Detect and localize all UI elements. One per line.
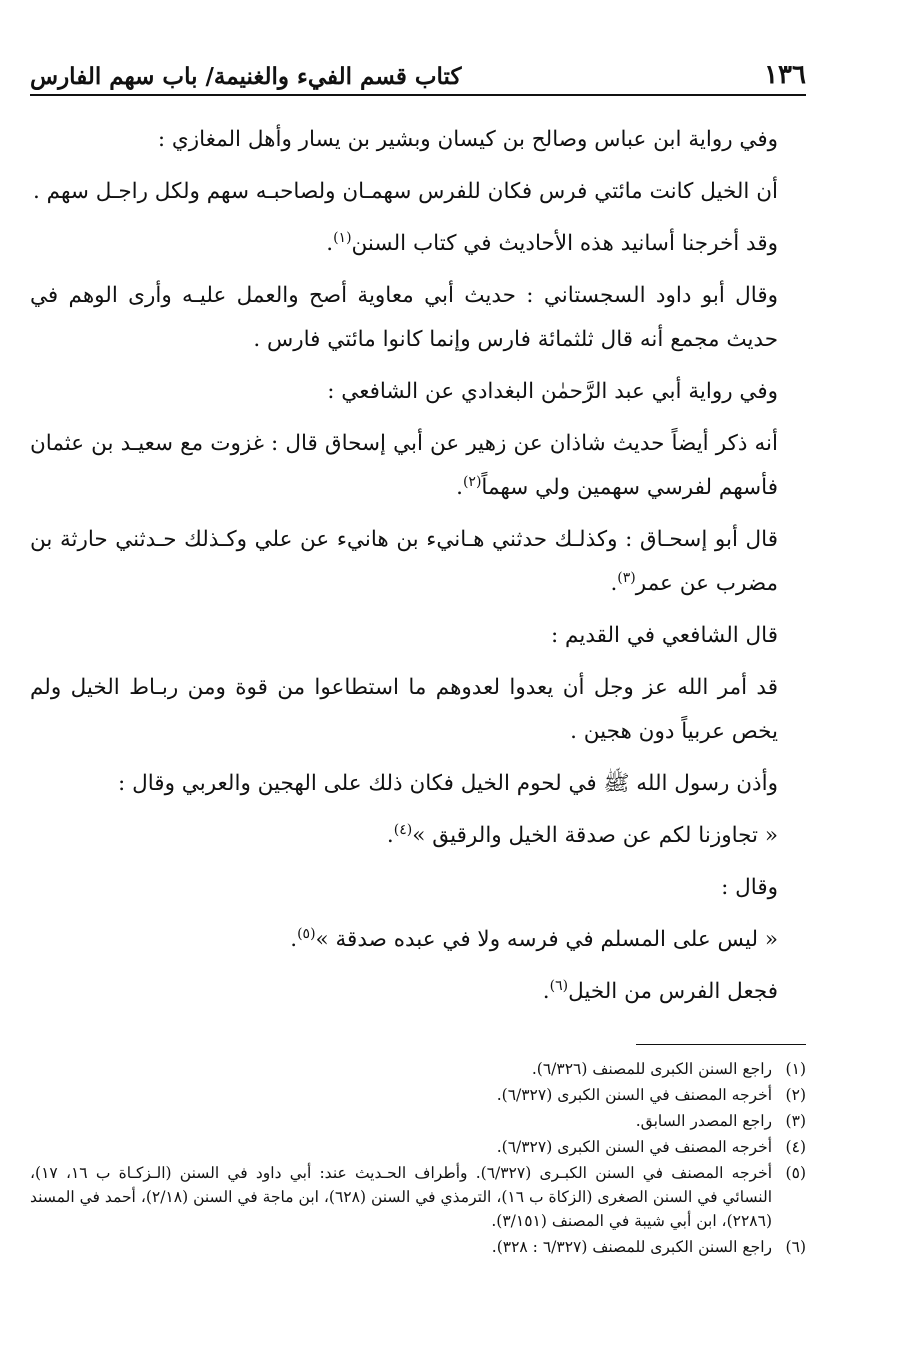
footnote-text: راجع السنن الكبرى للمصنف (٦/٣٢٧ : ٣٢٨). — [491, 1238, 772, 1256]
paragraph: وفي رواية ابن عباس وصالح بن كيسان وبشير بن يسار وأهل المغازي : — [157, 127, 778, 152]
paragraph: أن الخيل كانت مائتي فرس فكان للفرس سهمـان ولصاحبـه سهم ولكل راجـل سهم . — [33, 179, 778, 204]
document-page — [30, 40, 806, 1261]
footnote-text: أخرجه المصنف في السنن الكبرى (٦/٣٢٧). — [496, 1138, 772, 1156]
footnote-number: (٥) — [785, 1164, 806, 1182]
footnote-number: (٤) — [785, 1138, 806, 1156]
footnote-text: أخرجه المصنف في السنن الكبرى (٦/٣٢٧). — [496, 1086, 772, 1104]
footnote — [30, 1235, 806, 1259]
footnote-number: (٦) — [785, 1238, 806, 1256]
footnote-number: (٣) — [785, 1112, 806, 1130]
footnote-number: (٢) — [785, 1086, 806, 1104]
paragraph: قال أبو إسحـاق : وكذلـك حدثني هـانيء بن هانيء عن علي وكـذلك حـدثني حارثة بن مضرب عن عمر$^{(٣)}$. — [30, 527, 778, 596]
footnote-number: (١) — [785, 1060, 806, 1078]
footnote-text: راجع المصدر السابق. — [635, 1112, 772, 1130]
paragraph: فجعل الفرس من الخيل$^{(٦)}$. — [542, 977, 778, 1004]
paragraph: وقال أبو داود السجستاني : حديث أبي معاوية أصح والعمل عليـه وأرى الوهم في حديث مجمع أنه قال ثلثمائة فارس وإنما كانوا مائتي فارس . — [30, 283, 778, 352]
footnote — [30, 1161, 806, 1233]
footnote-reference[interactable]: (٦) — [549, 977, 569, 994]
footnote-separator — [636, 1044, 806, 1045]
footnote-text: أخرجه المصنف في السنن الكبـرى (٦/٣٢٧). وأطراف الحـديث عند: أبي داود في السنن (الـزكـاة ب ١٦، ١٧)، النسائي في السنن الصغرى (الزكاة ب ١٦)، الترمذي في السنن (٦٢٨)، ابن ماجة في السنن (٢/١٨)، أحمد في المسند (٢٢٨٦)، ابن أبي شيبة في المصنف (٣/١٥١). — [30, 1164, 773, 1230]
footnote — [30, 1109, 806, 1133]
footnote — [30, 1135, 806, 1159]
paragraph: وفي رواية أبي عبد الرَّحمٰن البغدادي عن الشافعي : — [327, 379, 778, 404]
footnote — [30, 1057, 806, 1081]
footnote-reference[interactable]: (٢) — [462, 473, 482, 490]
footnote-reference[interactable]: (١) — [333, 229, 352, 246]
footnote-reference[interactable]: (٣) — [617, 569, 636, 586]
paragraph: وقال : — [721, 875, 778, 900]
hadith-quote: « تجاوزنا لكم عن صدقة الخيل والرقيق »$^{(٤)}$. — [386, 821, 778, 848]
footnote-text: راجع السنن الكبرى للمصنف (٦/٣٢٦). — [531, 1060, 772, 1078]
paragraph: وأذن رسول الله ﷺ في لحوم الخيل فكان ذلك على الهجين والعربي وقال : — [118, 771, 778, 796]
hadith-quote: « ليس على المسلم في فرسه ولا في عبده صدقة »$^{(٥)}$. — [290, 925, 778, 952]
paragraph: قد أمر الله عز وجل أن يعدوا لعدوهم ما استطاعوا من قوة ومن ربـاط الخيل ولم يخص عربياً دون هجين . — [30, 675, 778, 744]
running-title: كتاب قسم الفيء والغنيمة/ باب سهم الفارس — [30, 63, 462, 90]
page-number: ١٣٦ — [764, 60, 806, 90]
footnotes — [30, 1057, 806, 1259]
paragraph: قال الشافعي في القديم : — [550, 623, 778, 648]
paragraph: أنه ذكر أيضاً حديث شاذان عن زهير عن أبي إسحاق قال : غزوت مع سعيـد بن عثمان فأسهم لفرسي سهمين ولي سهماً$^{(٢)}$. — [30, 431, 778, 500]
page-header — [30, 40, 806, 96]
footnote-reference[interactable]: (٥) — [297, 925, 316, 942]
paragraph: وقد أخرجنا أسانيد هذه الأحاديث في كتاب السنن$^{(١)}$. — [326, 229, 778, 256]
footnote-reference[interactable]: (٤) — [393, 821, 413, 838]
footnote — [30, 1083, 806, 1107]
main-text — [30, 118, 806, 1014]
